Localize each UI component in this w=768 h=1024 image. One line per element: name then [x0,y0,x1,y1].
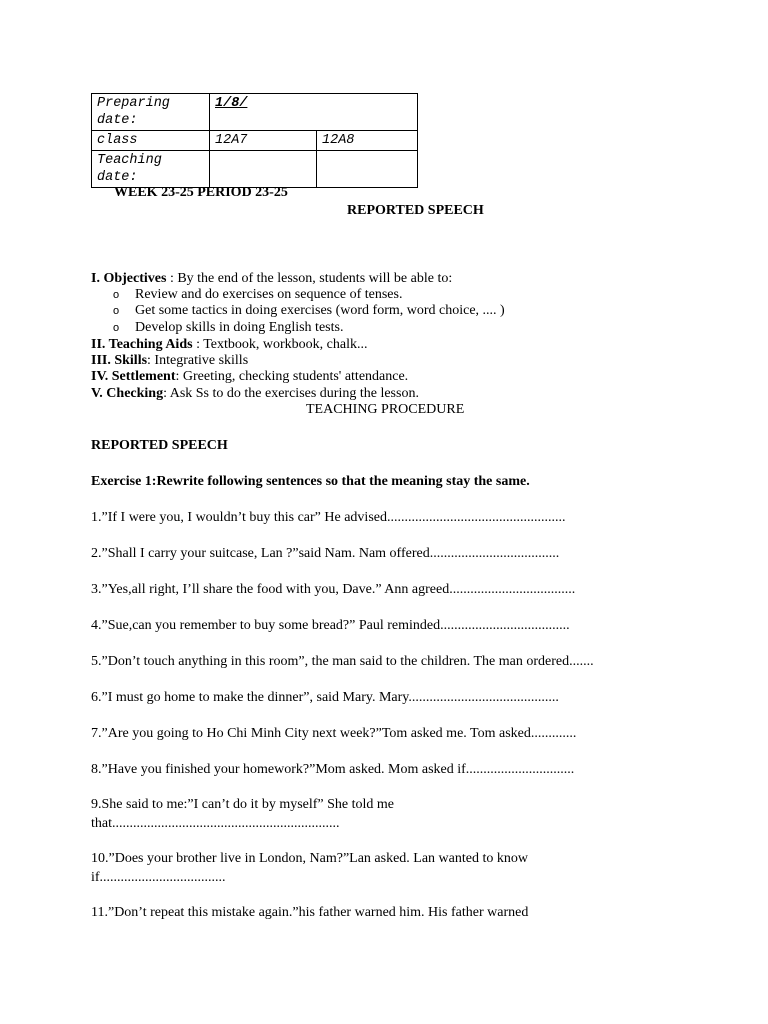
exercise-item: 11.”Don’t repeat this mistake again.”his father warned him. His father warned [91,905,529,920]
class-12a7: 12A7 [210,131,317,151]
exercise-item-continuation: that................................................................. [91,816,340,831]
settlement-line [91,369,408,385]
lesson-title: REPORTED SPEECH [347,203,484,218]
bullet-icon: o [113,305,120,317]
exercise-item: 6.”I must go home to make the dinner”, said Mary. Mary........................................... [91,690,559,705]
teaching-date-12a8 [317,151,418,188]
bullet-icon: o [113,289,120,301]
objectives-label: I. Objectives [91,271,167,286]
skills-label: III. Skills [91,353,148,368]
preparing-date-value-cell [210,94,418,131]
preparing-date-value: 1/8/ [215,96,248,111]
exercise-item-continuation: if.................................... [91,870,226,885]
skills-line [91,353,248,369]
class-12a8: 12A8 [317,131,418,151]
exercise-item: 2.”Shall I carry your suitcase, Lan ?”said Nam. Nam offered..................................... [91,546,560,561]
exercise-item: 10.”Does your brother live in London, Nam?”Lan asked. Lan wanted to know [91,851,528,866]
objectives-line [91,271,452,287]
checking-label: V. Checking [91,386,164,401]
teaching-aids-text: : Textbook, workbook, chalk... [192,337,368,352]
week-period: WEEK 23-25 PERIOD 23-25 [114,185,288,200]
preparing-date-label: Preparing date: [92,94,210,131]
objectives-text: : By the end of the lesson, students will be able to: [166,271,453,286]
exercise-item: 9.She said to me:”I can’t do it by myself” She told me [91,797,395,812]
exercise-title: Exercise 1:Rewrite following sentences so that the meaning stay the same. [91,474,530,489]
list-item: o Get some tactics in doing exercises (word form, word choice, .... ) [113,303,505,318]
bullet-icon: o [113,322,120,334]
teaching-procedure-heading: TEACHING PROCEDURE [306,402,465,417]
settlement-text: : Greeting, checking students' attendance. [175,369,409,384]
class-label: class [92,131,210,151]
exercise-item: 1.”If I were you, I wouldn’t buy this car” He advised................................................... [91,510,566,525]
teaching-date-label: Teaching date: [92,151,210,188]
checking-line [91,386,419,402]
teaching-date-12a7 [210,151,317,188]
list-item: o Review and do exercises on sequence of tenses. [113,287,403,302]
exercise-item: 5.”Don’t touch anything in this room”, the man said to the children. The man ordered....... [91,654,594,669]
teaching-aids-label: II. Teaching Aids [91,337,193,352]
exercise-item: 7.”Are you going to Ho Chi Minh City next week?”Tom asked me. Tom asked............. [91,726,577,741]
list-item: o Develop skills in doing English tests. [113,320,344,335]
teaching-aids-line [91,337,367,353]
exercise-item: 8.”Have you finished your homework?”Mom asked. Mom asked if............................... [91,762,575,777]
exercise-item: 3.”Yes,all right, I’ll share the food with you, Dave.” Ann agreed.................................... [91,582,576,597]
checking-text: : Ask Ss to do the exercises during the lesson. [163,386,419,401]
section-heading: REPORTED SPEECH [91,438,228,453]
settlement-label: IV. Settlement [91,369,176,384]
skills-text: : Integrative skills [147,353,249,368]
header-table [91,93,418,188]
exercise-item: 4.”Sue,can you remember to buy some bread?” Paul reminded..................................... [91,618,570,633]
